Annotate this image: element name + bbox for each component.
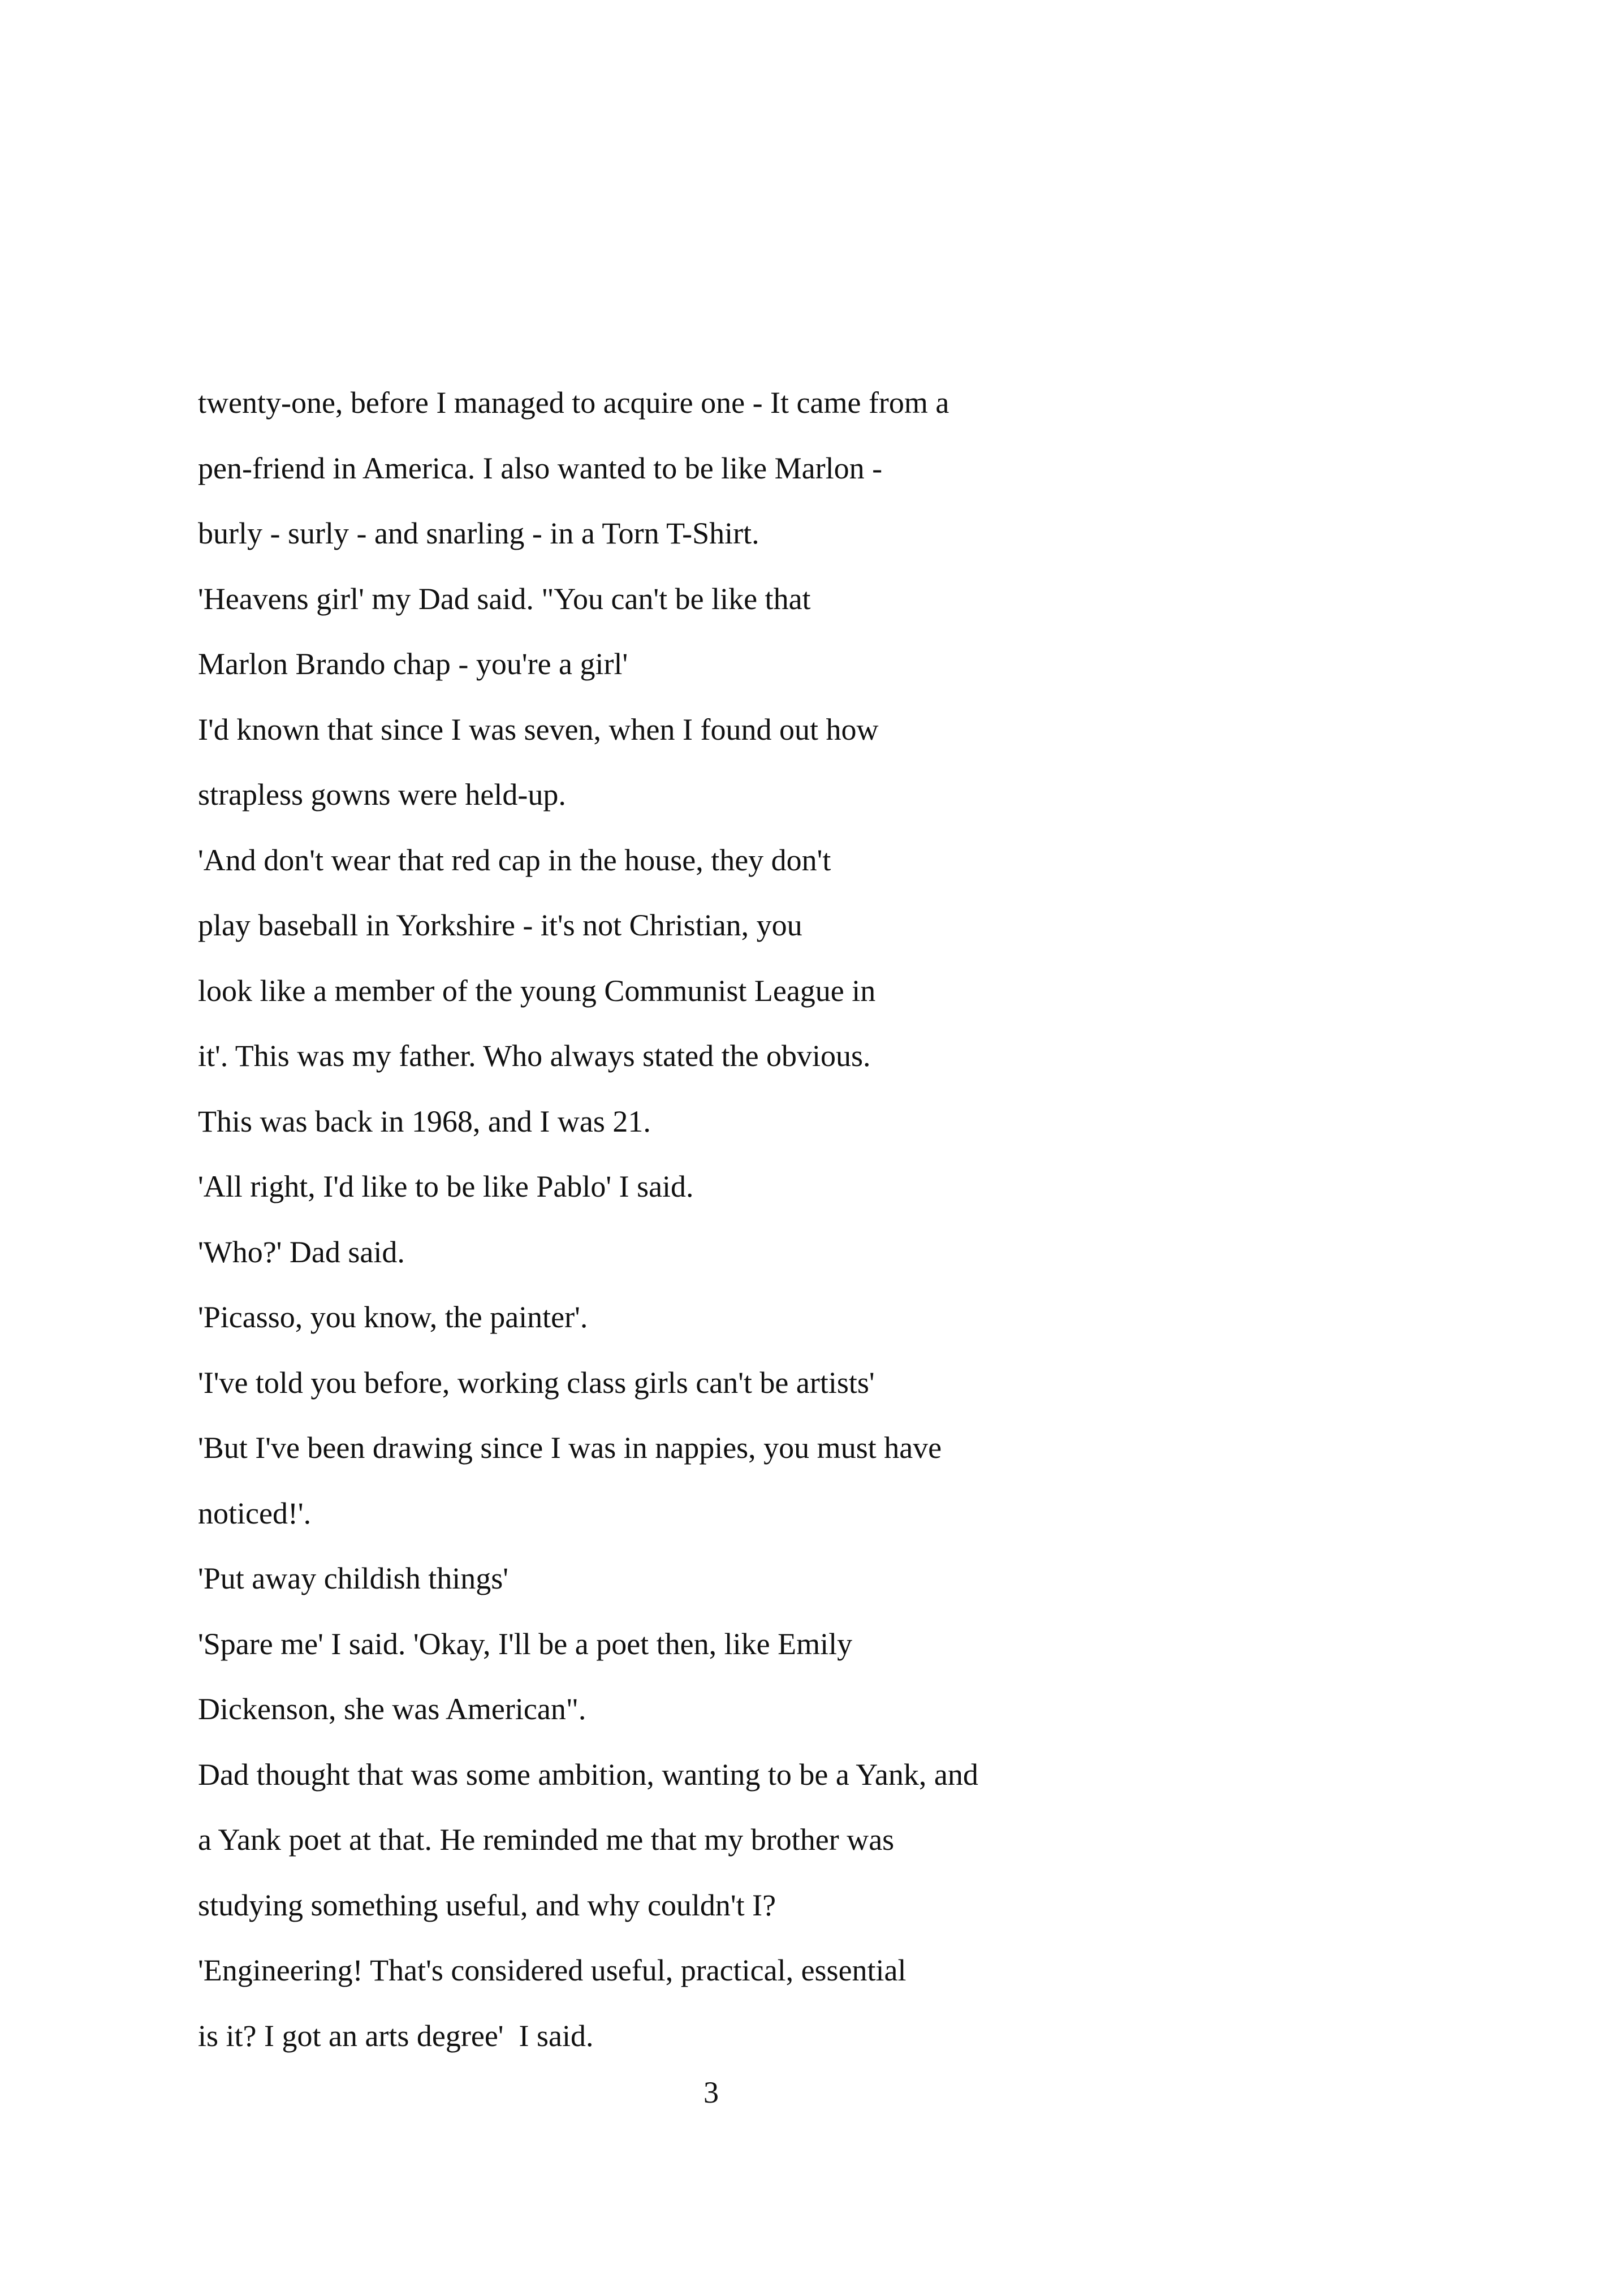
- text-line: Marlon Brando chap - you're a girl': [198, 647, 628, 681]
- body-text: [198, 370, 1499, 2069]
- text-line: twenty-one, before I managed to acquire one - It came from a: [198, 386, 949, 420]
- text-line: 'And don't wear that red cap in the house, they don't: [198, 843, 831, 877]
- text-line: Dickenson, she was American".: [198, 1692, 586, 1726]
- text-line: Dad thought that was some ambition, wanting to be a Yank, and: [198, 1757, 978, 1792]
- text-line: it'. This was my father. Who always stated the obvious.: [198, 1039, 871, 1073]
- page-number: 3: [703, 2075, 719, 2109]
- text-line: This was back in 1968, and I was 21.: [198, 1104, 651, 1138]
- text-line: 'Put away childish things': [198, 1561, 508, 1595]
- text-line: burly - surly - and snarling - in a Torn T-Shirt.: [198, 516, 759, 550]
- text-line: I'd known that since I was seven, when I found out how: [198, 712, 879, 746]
- text-line: noticed!'.: [198, 1496, 312, 1530]
- text-line: studying something useful, and why couldn't I?: [198, 1888, 776, 1922]
- text-line: strapless gowns were held-up.: [198, 778, 566, 812]
- text-line: 'Heavens girl' my Dad said. "You can't be like that: [198, 581, 811, 616]
- text-line: pen-friend in America. I also wanted to be like Marlon -: [198, 451, 883, 485]
- text-line: is it? I got an arts degree' I said.: [198, 2018, 594, 2053]
- text-line: a Yank poet at that. He reminded me that my brother was: [198, 1823, 895, 1857]
- text-line: look like a member of the young Communist League in: [198, 973, 876, 1008]
- text-line: 'But I've been drawing since I was in nappies, you must have: [198, 1431, 942, 1465]
- text-line: 'I've told you before, working class girls can't be artists': [198, 1365, 875, 1400]
- text-line: 'Picasso, you know, the painter'.: [198, 1300, 588, 1334]
- text-line: 'Engineering! That's considered useful, practical, essential: [198, 1953, 907, 1987]
- text-line: 'Who?' Dad said.: [198, 1235, 405, 1269]
- text-line: 'All right, I'd like to be like Pablo' I said.: [198, 1169, 694, 1203]
- text-line: play baseball in Yorkshire - it's not Christian, you: [198, 908, 802, 942]
- text-line: 'Spare me' I said. 'Okay, I'll be a poet then, like Emily: [198, 1626, 853, 1661]
